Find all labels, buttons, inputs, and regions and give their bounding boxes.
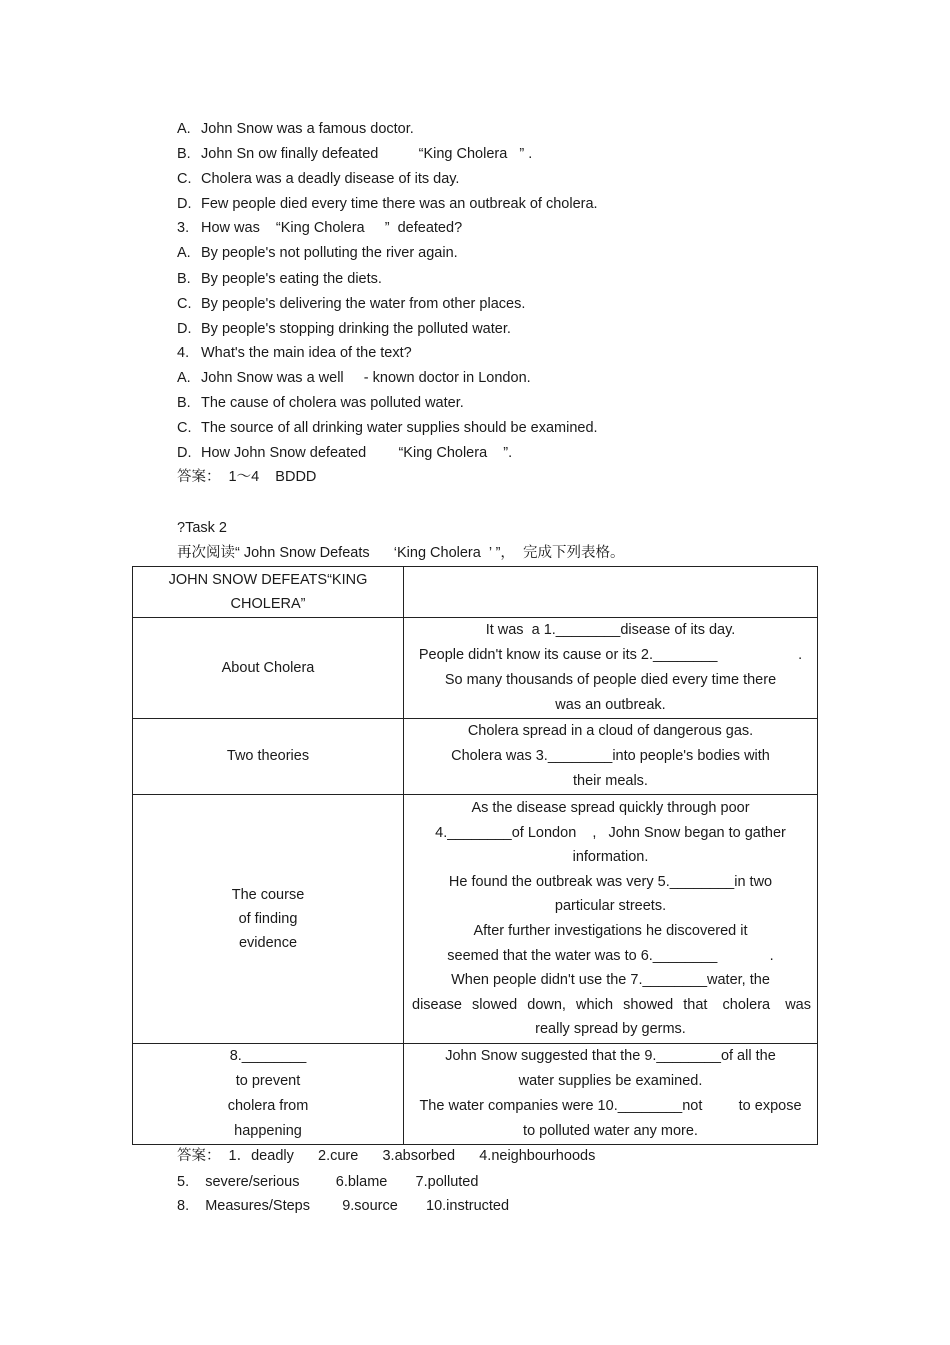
- content-line: water supplies be examined.: [518, 1073, 703, 1089]
- content-line: The water companies were 10.________not to expose: [419, 1098, 802, 1114]
- question-4: [177, 343, 412, 363]
- option-label: D.: [177, 196, 192, 212]
- content-line: really spread by germs.: [535, 1021, 686, 1038]
- task2-instruction: 再次阅读“ John Snow Defeats ‘King Cholera ’ ”， 完成下列表格。: [177, 545, 625, 561]
- option-label: C.: [177, 296, 192, 312]
- table-row: [133, 795, 818, 1044]
- row-content-cell: [404, 1044, 818, 1145]
- table-row: [133, 719, 818, 795]
- option-text: Cholera was a deadly disease of its day.: [201, 171, 460, 187]
- q2-option-a: [177, 119, 414, 139]
- q4-option-c: [177, 418, 598, 438]
- row-label-cell: [133, 1044, 404, 1145]
- table-row: [133, 618, 818, 719]
- table-row: [133, 1044, 818, 1145]
- content-line: As the disease spread quickly through poor: [471, 800, 750, 817]
- content-line: John Snow suggested that the 9.________of all the: [445, 1048, 776, 1064]
- row-label: to prevent: [235, 1073, 301, 1089]
- row-label-cell: [133, 719, 404, 795]
- q3-option-c: [177, 294, 525, 314]
- q4-option-b: [177, 393, 464, 413]
- header-cell-left: [133, 567, 404, 618]
- question-number: 3.: [177, 220, 190, 236]
- content-line: their meals.: [573, 773, 648, 789]
- q4-option-a: [177, 368, 531, 388]
- row-label: happening: [234, 1123, 302, 1139]
- row-content-cell: [404, 618, 818, 719]
- row-label: of finding: [238, 911, 298, 927]
- row-label: cholera from: [227, 1098, 309, 1114]
- option-text: By people's not polluting the river again.: [201, 245, 458, 261]
- content-line: to polluted water any more.: [523, 1123, 698, 1139]
- content-line: particular streets.: [554, 898, 667, 915]
- content-line: 4.________of London , John Snow began to gather: [435, 824, 786, 841]
- table-header-row: [133, 567, 818, 618]
- content-line: information.: [572, 849, 649, 866]
- content-line: was an outbreak.: [555, 697, 666, 713]
- q3-option-a: [177, 243, 458, 263]
- option-label: C.: [177, 171, 192, 187]
- option-text: By people's eating the diets.: [201, 271, 382, 287]
- row-label: evidence: [238, 935, 298, 951]
- option-text: John Snow was a well - known doctor in London.: [201, 370, 531, 386]
- answer-key-2-line: 5. severe/serious 6.blame 7.polluted: [177, 1174, 479, 1190]
- option-text: The cause of cholera was polluted water.: [201, 395, 464, 411]
- row-label: 8.________: [229, 1048, 307, 1064]
- answer-key-2-line: 8. Measures/Steps 9.source 10.instructed: [177, 1198, 510, 1214]
- content-line: When people didn't use the 7.________water, the: [451, 972, 770, 989]
- option-text: By people's delivering the water from other places.: [201, 296, 526, 312]
- answer-key-1: 答案： 1～4 BDDD: [177, 469, 317, 485]
- content-line: He found the outbreak was very 5.________in two: [448, 873, 773, 890]
- content-line: Cholera was 3.________into people's bodies with: [451, 748, 770, 764]
- task2-title: ?Task 2: [177, 520, 227, 536]
- option-text: John Snow was a famous doctor.: [201, 121, 414, 137]
- content-line: disease slowed down, which showed that cholera was: [412, 996, 811, 1013]
- content-line: It was a 1.________disease of its day.: [485, 622, 736, 638]
- content-line: seemed that the water was to 6.________ .: [447, 947, 774, 964]
- content-line: People didn't know its cause or its 2.________ .: [418, 647, 803, 663]
- option-label: B.: [177, 146, 191, 162]
- option-label: D.: [177, 445, 192, 461]
- content-line: After further investigations he discovered it: [473, 923, 748, 939]
- row-label-cell: [133, 795, 404, 1044]
- answer-key-2-line: 答案： 1．deadly 2.cure 3.absorbed 4.neighbourhoods: [177, 1148, 596, 1164]
- option-label: B.: [177, 395, 191, 411]
- option-text: How John Snow defeated “King Cholera ”.: [201, 445, 513, 461]
- question-text: How was “King Cholera ” defeated?: [201, 220, 463, 236]
- content-line: So many thousands of people died every time there: [444, 672, 777, 688]
- option-label: B.: [177, 271, 191, 287]
- q2-option-d: [177, 194, 598, 214]
- option-label: A.: [177, 370, 191, 386]
- row-label-cell: [133, 618, 404, 719]
- option-label: D.: [177, 321, 192, 337]
- question-number: 4.: [177, 345, 190, 361]
- q3-option-b: [177, 269, 382, 289]
- row-label: About Cholera: [221, 659, 315, 676]
- option-text: By people's stopping drinking the polluted water.: [201, 321, 511, 337]
- option-label: A.: [177, 245, 191, 261]
- header-line: JOHN SNOW DEFEATS“KING: [168, 572, 368, 588]
- row-content-cell: [404, 795, 818, 1044]
- row-content-cell: [404, 719, 818, 795]
- q4-option-d: [177, 443, 512, 463]
- question-text: What's the main idea of the text?: [201, 345, 412, 361]
- option-label: C.: [177, 420, 192, 436]
- q3-option-d: [177, 319, 511, 339]
- header-cell-right: [404, 567, 818, 618]
- row-label: The course: [231, 887, 305, 903]
- option-label: A.: [177, 121, 191, 137]
- question-3: [177, 218, 462, 238]
- reading-table: [132, 566, 818, 1145]
- q2-option-c: [177, 169, 459, 189]
- option-text: Few people died every time there was an outbreak of cholera.: [201, 196, 598, 212]
- option-text: The source of all drinking water supplies should be examined.: [201, 420, 598, 436]
- q2-option-b: [177, 144, 532, 164]
- row-label: Two theories: [226, 748, 310, 764]
- content-line: Cholera spread in a cloud of dangerous gas.: [467, 723, 754, 739]
- header-line: CHOLERA”: [230, 596, 306, 612]
- option-text: John Sn ow finally defeated “King Cholera ” .: [201, 146, 533, 162]
